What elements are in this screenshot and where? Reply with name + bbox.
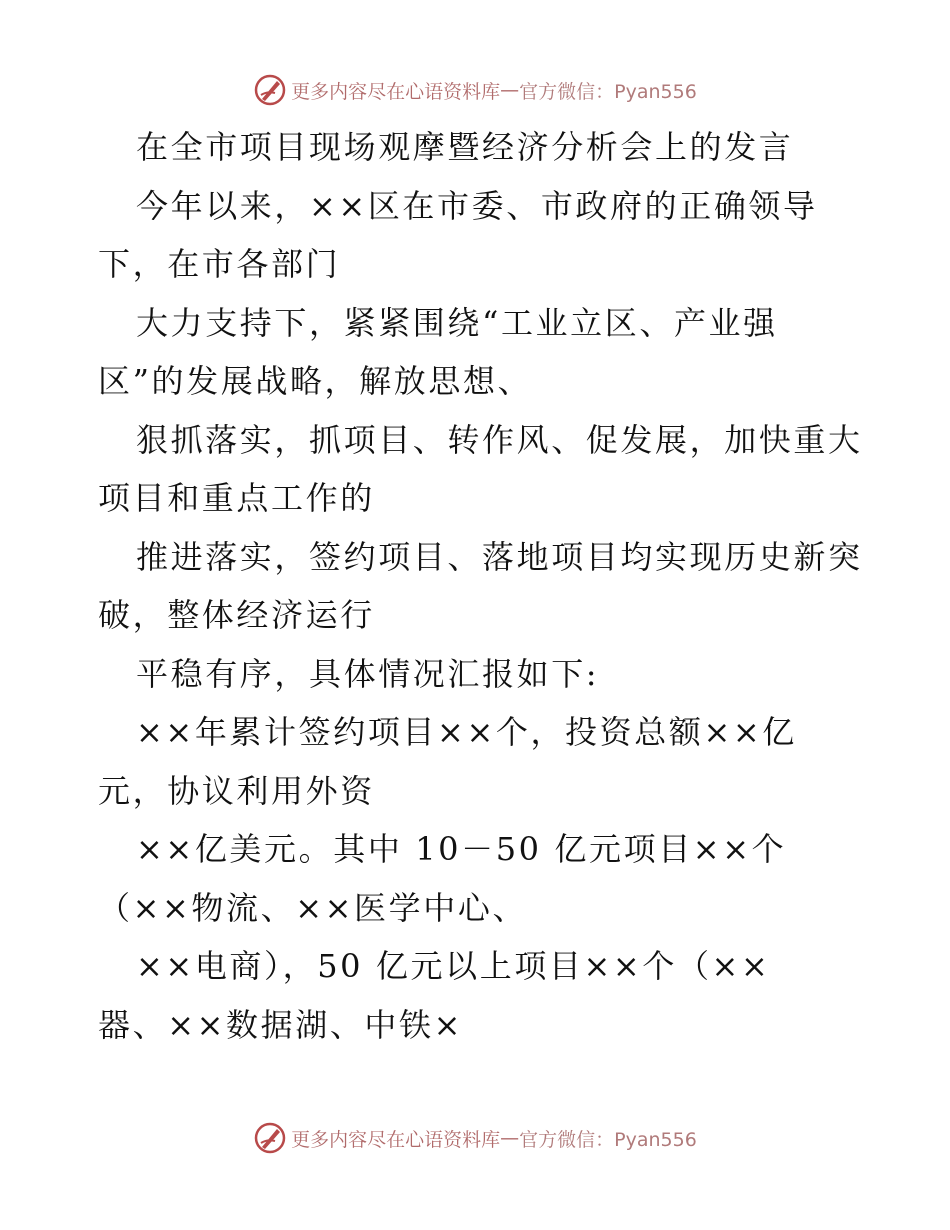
watermark-wechat-text: 官方微信：Pyan556 — [519, 80, 697, 103]
quill-logo-icon — [253, 1121, 287, 1155]
doc-line: 破，整体经济运行 — [98, 596, 375, 634]
watermark-separator: — — [500, 1127, 520, 1149]
header-watermark — [0, 70, 950, 110]
doc-line: 元，协议利用外资 — [98, 771, 375, 810]
doc-line: ××电商），50 亿元以上项目××个（×× — [136, 947, 771, 985]
doc-line: 平稳有序，具体情况汇报如下: — [136, 654, 600, 693]
doc-line: 大力支持下，紧紧围绕“工业立区、产业强 — [136, 303, 778, 342]
doc-line: ××亿美元。其中 10－50 亿元项目××个 — [136, 830, 787, 868]
doc-line: 推进落实，签约项目、落地项目均实现历史新突 — [136, 537, 863, 576]
doc-line: 项目和重点工作的 — [98, 479, 375, 517]
doc-line: 在全市项目现场观摩暨经济分析会上的发言 — [136, 128, 794, 166]
doc-line: 今年以来，××区在市委、市政府的正确领导 — [136, 186, 818, 225]
watermark-brand-text: 更多内容尽在心语资料库 — [291, 80, 501, 103]
footer-watermark — [0, 1118, 950, 1158]
doc-line: ××年累计签约项目××个，投资总额××亿 — [136, 713, 797, 751]
quill-logo-icon — [253, 73, 287, 107]
doc-line: 狠抓落实，抓项目、转作风、促发展，加快重大 — [136, 420, 863, 459]
document-body — [98, 118, 863, 1054]
doc-line: 区”的发展战略，解放思想、 — [98, 362, 533, 400]
doc-line: 器、××数据湖、中铁× — [98, 1005, 464, 1044]
watermark-brand-text: 更多内容尽在心语资料库 — [291, 1128, 501, 1151]
watermark-wechat-text: 官方微信：Pyan556 — [519, 1128, 697, 1151]
watermark-separator: — — [500, 79, 520, 101]
doc-line: （××物流、××医学中心、 — [98, 888, 528, 927]
doc-line: 下，在市各部门 — [98, 245, 341, 283]
